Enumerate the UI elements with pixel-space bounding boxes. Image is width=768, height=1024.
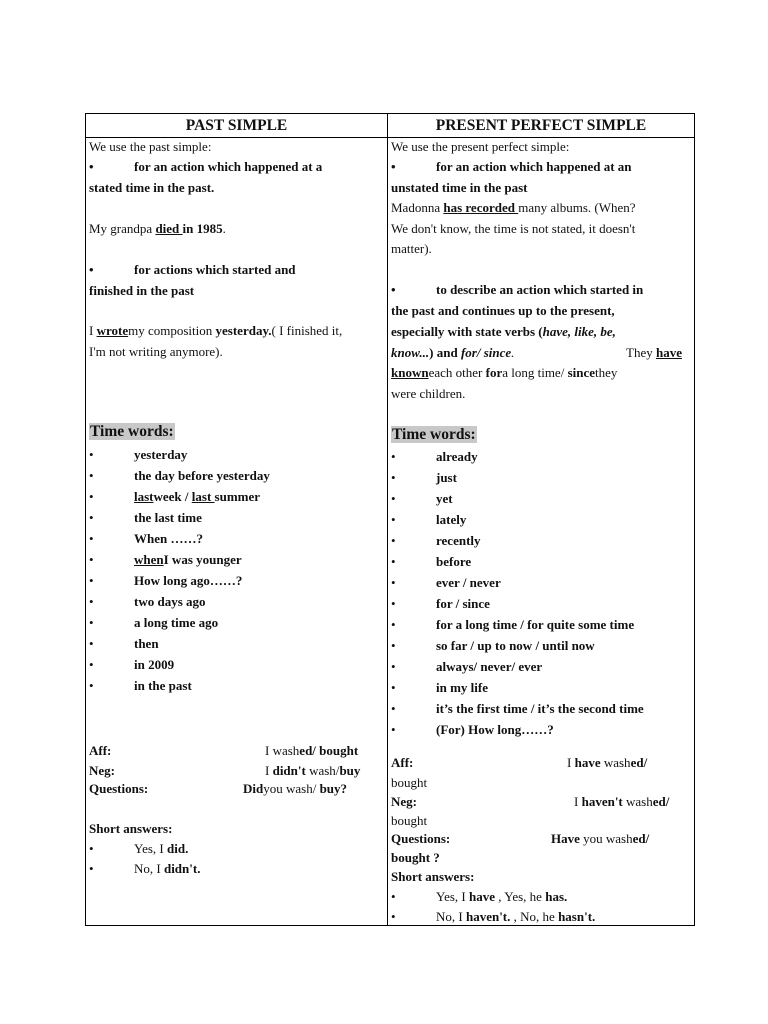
present-question-example-cont: bought ?	[391, 850, 440, 865]
present-example-1-cont: We don't know, the time is not stated, it doesn't	[391, 221, 636, 236]
bullet: •	[391, 554, 396, 569]
bullet: •	[89, 615, 94, 630]
bullet: •	[391, 575, 396, 590]
time-word-item	[89, 591, 270, 612]
present-short-no: • No, I haven't. , No, he hasn't.	[391, 909, 596, 924]
past-neg-label: Neg:	[89, 763, 115, 778]
present-intro: We use the present perfect simple:	[391, 139, 570, 154]
past-time-words-list	[89, 444, 270, 696]
time-word-text: for a long time / for quite some time	[436, 617, 635, 632]
present-use-2: • to describe an action which started in	[391, 282, 644, 297]
time-word-text: last	[191, 489, 215, 504]
time-word-item	[391, 446, 644, 467]
time-word-text: week /	[153, 489, 192, 504]
bullet: •	[89, 594, 94, 609]
present-use-1: • for an action which happened at an	[391, 159, 632, 174]
time-word-text: recently	[436, 533, 481, 548]
past-neg-example: I didn't wash/buy	[265, 763, 361, 778]
time-word-item	[89, 612, 270, 633]
time-word-text: (For) How long……?	[436, 722, 554, 737]
bullet: •	[89, 510, 94, 525]
time-word-text: just	[436, 470, 457, 485]
present-example-2-cont: knowneach other fora long time/ sincethey	[391, 365, 618, 380]
bullet: •	[391, 638, 396, 653]
present-example-2: They have	[626, 345, 682, 360]
time-word-item	[391, 509, 644, 530]
time-word-text: When ……?	[134, 531, 203, 546]
past-short-no: • No, I didn't.	[89, 861, 201, 876]
present-use-2-cont: the past and continues up to the present,	[391, 303, 615, 318]
present-neg-example-cont: bought	[391, 813, 428, 828]
time-word-text: ever / never	[436, 575, 501, 590]
bullet: •	[391, 617, 396, 632]
bullet: •	[89, 447, 94, 462]
bullet: •	[89, 636, 94, 651]
time-word-item	[391, 614, 644, 635]
time-word-item	[391, 593, 644, 614]
present-time-words-heading: Time words:	[392, 426, 476, 443]
bullet: •	[391, 491, 396, 506]
bullet: •	[89, 531, 94, 546]
past-example-2-cont: I'm not writing anymore).	[89, 344, 223, 359]
present-neg-label: Neg:	[391, 794, 417, 809]
bullet: •	[89, 678, 94, 693]
time-word-text: always/ never/ ever	[436, 659, 543, 674]
time-word-text: I was younger	[163, 552, 242, 567]
bullet: •	[391, 659, 396, 674]
present-short-yes: • Yes, I have , Yes, he has.	[391, 889, 568, 904]
time-word-text: in 2009	[134, 657, 175, 672]
time-word-text: then	[134, 636, 159, 651]
past-use-1-cont: stated time in the past.	[89, 180, 215, 195]
past-example-2: I wrotemy composition yesterday.( I finished it,	[89, 323, 343, 338]
time-word-item	[391, 530, 644, 551]
time-word-text: before	[436, 554, 472, 569]
past-question-label: Questions:	[89, 781, 149, 796]
past-example-1: My grandpa died in 1985.	[89, 221, 226, 236]
time-word-item	[89, 528, 270, 549]
past-time-words-heading: Time words:	[90, 423, 174, 440]
time-word-text: for / since	[436, 596, 490, 611]
present-example-2-end: were children.	[391, 386, 466, 401]
present-use-2-verbs: especially with state verbs (have, like, be,	[391, 324, 616, 339]
time-word-item	[391, 551, 644, 572]
past-aff-example: I washed/ bought	[265, 743, 359, 758]
present-use-1-cont: unstated time in the past	[391, 180, 528, 195]
bullet: •	[89, 657, 94, 672]
present-neg-example: I haven't washed/	[574, 794, 670, 809]
time-word-item	[89, 486, 270, 507]
time-word-text: when	[134, 552, 164, 567]
bullet: •	[391, 701, 396, 716]
time-word-text: a long time ago	[134, 615, 219, 630]
past-use-2: • for actions which started and	[89, 262, 296, 277]
time-word-item	[89, 507, 270, 528]
bullet: •	[391, 596, 396, 611]
time-word-item	[391, 656, 644, 677]
time-word-text: yesterday	[134, 447, 188, 462]
bullet: •	[391, 512, 396, 527]
column-divider	[387, 114, 388, 925]
present-short-answers-label: Short answers:	[391, 869, 475, 884]
time-word-item	[391, 467, 644, 488]
time-word-item	[89, 633, 270, 654]
grammar-table	[85, 113, 695, 926]
present-time-words-list	[391, 446, 644, 740]
time-word-item	[89, 549, 270, 570]
present-question-example: Have you washed/	[551, 831, 650, 846]
bullet: •	[391, 533, 396, 548]
present-example-1: Madonna has recorded many albums. (When?	[391, 200, 636, 215]
present-use-2-end: know...) and for/ since.	[391, 345, 515, 360]
time-word-item	[391, 719, 644, 740]
bullet: •	[391, 722, 396, 737]
past-use-2-cont: finished in the past	[89, 283, 195, 298]
present-aff-example: I have washed/	[567, 755, 648, 770]
past-question-example: Didyou wash/ buy?	[243, 781, 348, 796]
time-word-text: summer	[214, 489, 261, 504]
present-perfect-header: PRESENT PERFECT SIMPLE	[435, 117, 647, 134]
past-short-yes: • Yes, I did.	[89, 841, 189, 856]
time-word-text: already	[436, 449, 478, 464]
bullet: •	[89, 489, 94, 504]
time-word-text: last	[134, 489, 154, 504]
time-word-item	[391, 677, 644, 698]
present-question-label: Questions:	[391, 831, 451, 846]
time-word-item	[89, 465, 270, 486]
time-word-item	[89, 444, 270, 465]
past-short-answers-label: Short answers:	[89, 821, 173, 836]
time-word-text: in the past	[134, 678, 192, 693]
time-word-text: two days ago	[134, 594, 206, 609]
bullet: •	[89, 573, 94, 588]
time-word-item	[391, 572, 644, 593]
time-word-text: the day before yesterday	[134, 468, 270, 483]
present-aff-label: Aff:	[391, 755, 414, 770]
time-word-text: it’s the first time / it’s the second time	[436, 701, 644, 716]
present-example-1-end: matter).	[391, 241, 432, 256]
past-aff-label: Aff:	[89, 743, 112, 758]
time-word-text: yet	[436, 491, 453, 506]
time-word-item	[89, 654, 270, 675]
bullet: •	[391, 449, 396, 464]
past-use-1: • for an action which happened at a	[89, 159, 323, 174]
time-word-text: How long ago……?	[134, 573, 243, 588]
bullet: •	[89, 468, 94, 483]
bullet: •	[391, 680, 396, 695]
time-word-text: in my life	[436, 680, 488, 695]
time-word-item	[391, 698, 644, 719]
time-word-item	[391, 488, 644, 509]
time-word-text: the last time	[134, 510, 202, 525]
time-word-item	[391, 635, 644, 656]
past-simple-header: PAST SIMPLE	[185, 117, 288, 134]
time-word-item	[89, 570, 270, 591]
bullet: •	[391, 470, 396, 485]
time-word-text: so far / up to now / until now	[436, 638, 595, 653]
bullet: •	[89, 552, 94, 567]
past-intro: We use the past simple:	[89, 139, 212, 154]
present-aff-example-cont: bought	[391, 775, 428, 790]
time-word-item	[89, 675, 270, 696]
time-word-text: lately	[436, 512, 467, 527]
